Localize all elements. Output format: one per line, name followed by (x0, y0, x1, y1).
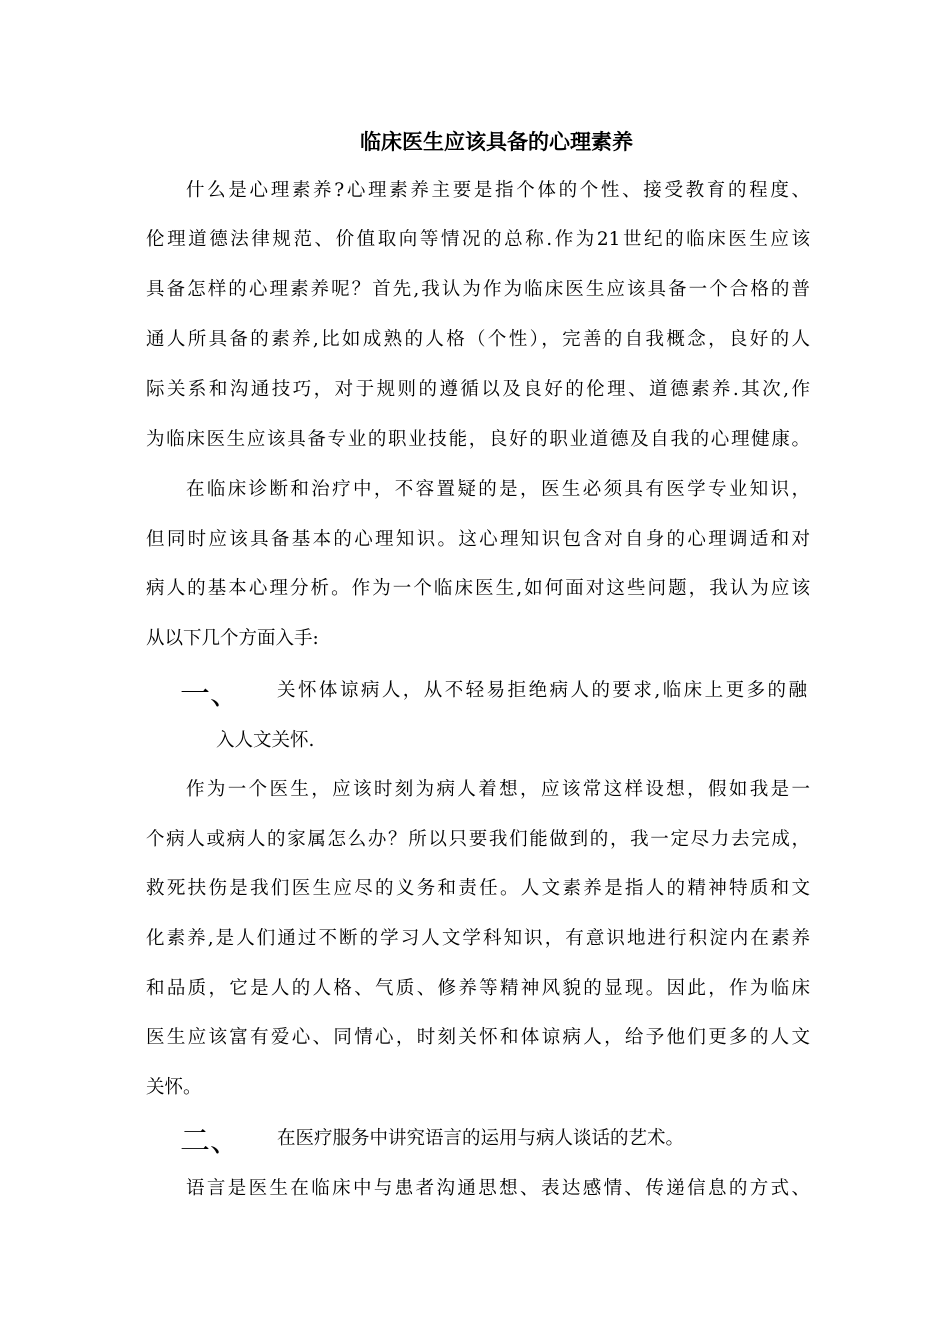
paragraph-line: 从以下几个方面入手: (146, 628, 319, 649)
paragraph-line: 语言是医生在临床中与患者沟通思想、表达感情、传递信息的方式、 (186, 1178, 810, 1199)
paragraph-line: 医生应该富有爱心、同情心，时刻关怀和体谅病人，给予他们更多的人文 (146, 1027, 810, 1048)
section-heading: 在医疗服务中讲究语言的运用与病人谈话的艺术。 (277, 1128, 685, 1149)
paragraph-line: 但同时应该具备基本的心理知识。这心理知识包含对自身的心理调适和对 (146, 529, 810, 550)
paragraph-line: 为临床医生应该具备专业的职业技能，良好的职业道德及自我的心理健康。 (146, 429, 810, 450)
paragraph-line: 什么是心理素养?心理素养主要是指个体的个性、接受教育的程度、 (186, 180, 810, 201)
section-number: 一、 (180, 677, 240, 712)
paragraph-line: 关怀。 (146, 1077, 202, 1098)
paragraph-line: 在临床诊断和治疗中，不容置疑的是，医生必须具有医学专业知识， (186, 479, 810, 500)
paragraph-line: 病人的基本心理分析。作为一个临床医生,如何面对这些问题，我认为应该 (146, 578, 810, 599)
paragraph-line: 具备怎样的心理素养呢？首先,我认为作为临床医生应该具备一个合格的普 (146, 279, 810, 300)
paragraph-line: 救死扶伤是我们医生应尽的义务和责任。人文素养是指人的精神特质和文 (146, 878, 810, 899)
paragraph-line: 化素养,是人们通过不断的学习人文学科知识，有意识地进行积淀内在素养 (146, 928, 810, 949)
paragraph-line: 个病人或病人的家属怎么办？所以只要我们能做到的，我一定尽力去完成， (146, 829, 810, 850)
document-title: 临床医生应该具备的心理素养 (360, 130, 633, 154)
paragraph-line: 和品质，它是人的人格、气质、修养等精神风貌的显现。因此，作为临床 (146, 978, 810, 999)
section-number: 二、 (180, 1124, 240, 1159)
paragraph-line: 际关系和沟通技巧，对于规则的遵循以及良好的伦理、道德素养.其次,作 (146, 379, 810, 400)
paragraph-line: 通人所具备的素养,比如成熟的人格（个性），完善的自我概念，良好的人 (146, 329, 810, 350)
paragraph-line: 作为一个医生，应该时刻为病人着想，应该常这样设想，假如我是一 (186, 779, 810, 800)
paragraph-line: 伦理道德法律规范、价值取向等情况的总称.作为21世纪的临床医生应该 (146, 229, 810, 250)
section-heading: 关怀体谅病人，从不轻易拒绝病人的要求,临床上更多的融 (277, 680, 807, 701)
section-heading-continued: 入人文关怀. (216, 730, 315, 751)
